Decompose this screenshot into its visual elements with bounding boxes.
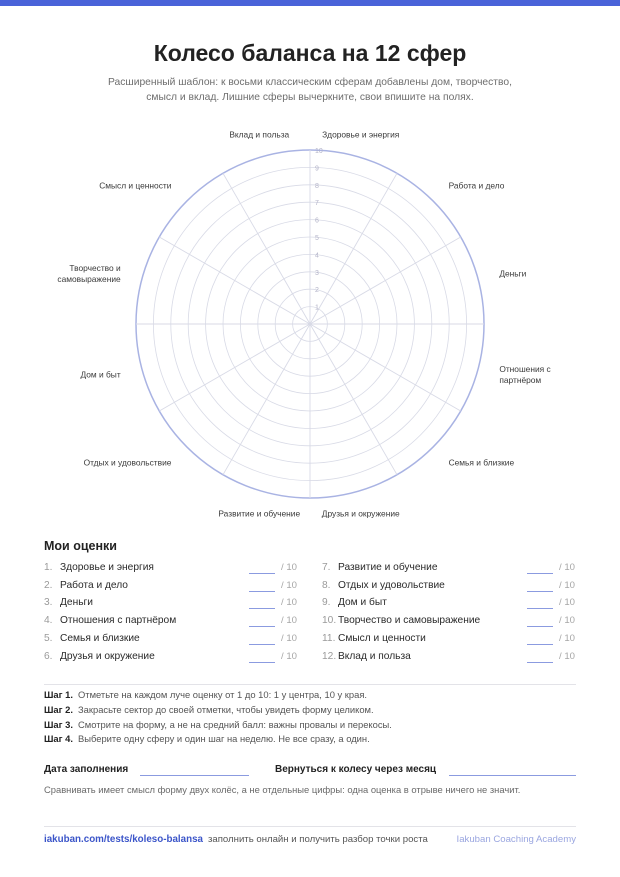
score-number: 10.	[322, 615, 337, 627]
score-row	[44, 597, 299, 612]
score-input-line[interactable]	[249, 608, 275, 609]
step-text: Закрасьте сектор до своей отметки, чтобы увидеть форму целиком.	[78, 703, 374, 715]
score-number: 7.	[322, 562, 331, 573]
score-number: 6.	[44, 650, 53, 662]
step-item	[44, 704, 374, 715]
score-number: 4.	[44, 615, 53, 627]
score-input-line[interactable]	[249, 626, 275, 627]
step-text: Выберите одну сферу и один шаг на неделю. Не все сразу, а один.	[78, 733, 370, 745]
score-sphere-name: Друзья и окружение	[60, 650, 155, 662]
score-max: / 10	[281, 650, 298, 662]
score-row	[322, 580, 577, 595]
score-sphere-name: Работа и дело	[60, 579, 128, 591]
score-number: 11.	[322, 632, 336, 644]
score-number: 5.	[44, 632, 53, 644]
score-sphere-name: Смысл и ценности	[338, 632, 426, 644]
sphere-label: Отдых и удовольствие	[83, 457, 172, 468]
step-label: Шаг 4.	[44, 733, 73, 745]
scale-tick: 9	[315, 165, 319, 173]
sphere-label: Деньги	[499, 268, 527, 279]
sphere-label: Работа и дело	[448, 180, 505, 191]
wheel-spoke	[159, 324, 310, 411]
scale-tick: 3	[315, 269, 319, 277]
score-row	[322, 562, 577, 577]
return-field-label: Вернуться к колесу через месяц	[275, 764, 437, 775]
comparison-note: Сравнивать имеет смысл форму двух колёс, а не отдельные цифры: одна оценка в отрыве ничего не значит.	[44, 784, 521, 795]
score-max: / 10	[559, 562, 576, 573]
scale-tick: 5	[315, 235, 319, 242]
score-sphere-name: Дом и быт	[338, 597, 387, 609]
score-row	[44, 651, 299, 666]
step-item	[44, 689, 367, 700]
date-field-label: Дата заполнения	[44, 764, 129, 775]
step-label: Шаг 1.	[44, 689, 73, 700]
score-row	[44, 580, 299, 595]
wheel-spoke	[223, 173, 310, 324]
score-input-line[interactable]	[527, 608, 553, 609]
score-input-line[interactable]	[527, 644, 553, 645]
score-max: / 10	[559, 579, 576, 591]
score-input-line[interactable]	[249, 662, 275, 663]
sphere-label: Здоровье и энергия	[322, 129, 400, 140]
score-max: / 10	[281, 562, 298, 573]
sphere-label: Дом и быт	[80, 369, 121, 380]
score-max: / 10	[559, 597, 576, 609]
score-number: 2.	[44, 579, 53, 591]
score-input-line[interactable]	[527, 573, 553, 574]
wheel-spoke	[223, 324, 310, 475]
score-row	[322, 633, 577, 648]
page-subtitle: Расширенный шаблон: к восьми классическим сферам добавлены дом, творчество, смысл и вклад. Лишние сферы вычеркните, свои впишите на полях.	[108, 77, 512, 103]
score-sphere-name: Развитие и обучение	[338, 562, 438, 573]
scale-tick: 6	[315, 217, 319, 225]
sphere-label: Семья и близкие	[448, 457, 515, 468]
score-sphere-name: Вклад и польза	[338, 650, 411, 662]
score-sphere-name: Отношения с партнёром	[60, 615, 177, 627]
score-max: / 10	[559, 632, 576, 644]
footer-brand: Iakuban Coaching Academy	[456, 834, 576, 845]
score-max: / 10	[559, 615, 576, 627]
scores-title: Мои оценки	[44, 539, 117, 553]
score-input-line[interactable]	[527, 662, 553, 663]
step-label: Шаг 3.	[44, 718, 73, 730]
step-text: Смотрите на форму, а не на средний балл: важны провалы и перекосы.	[78, 718, 392, 730]
scale-tick: 2	[315, 287, 319, 295]
score-number: 12.	[322, 650, 337, 662]
wheel-spoke	[310, 173, 397, 324]
wheel-spoke	[310, 237, 461, 324]
scale-tick: 1	[315, 304, 319, 312]
return-field-line[interactable]	[449, 775, 576, 776]
sphere-label: Отношения с партнёром	[499, 364, 551, 386]
score-sphere-name: Отдых и удовольствие	[338, 579, 445, 591]
step-item	[44, 719, 392, 730]
scale-tick: 7	[315, 200, 319, 208]
footer-link[interactable]: iakuban.com/tests/koleso-balansa	[44, 834, 203, 845]
date-field-line[interactable]	[140, 775, 249, 776]
score-row	[322, 597, 577, 612]
sphere-label: Друзья и окружение	[321, 508, 400, 519]
step-label: Шаг 2.	[44, 703, 73, 715]
scale-tick: 4	[315, 252, 319, 260]
score-number: 8.	[322, 579, 331, 591]
step-item	[44, 733, 370, 744]
score-sphere-name: Творчество и самовыражение	[338, 615, 481, 627]
score-row	[322, 651, 577, 666]
score-max: / 10	[281, 579, 298, 591]
score-max: / 10	[281, 615, 298, 627]
sphere-label: Вклад и польза	[229, 129, 290, 140]
score-number: 9.	[322, 597, 331, 609]
step-text: Отметьте на каждом луче оценку от 1 до 10: 1 у центра, 10 у края.	[78, 689, 368, 700]
wheel-spoke	[310, 324, 461, 411]
score-row	[44, 615, 299, 630]
wheel-spoke	[310, 324, 397, 475]
score-sphere-name: Деньги	[60, 597, 93, 609]
page-title: Колесо баланса на 12 сфер	[153, 40, 467, 66]
score-max: / 10	[281, 597, 298, 609]
score-max: / 10	[559, 650, 576, 662]
sphere-label: Развитие и обучение	[218, 508, 301, 519]
footer-divider	[44, 826, 576, 827]
score-row	[44, 562, 299, 577]
footer-text: заполнить онлайн и получить разбор точки роста	[208, 834, 428, 845]
score-input-line[interactable]	[249, 591, 275, 592]
sphere-label: Смысл и ценности	[99, 180, 172, 191]
score-number: 1.	[44, 562, 53, 573]
score-max: / 10	[281, 632, 298, 644]
score-sphere-name: Семья и близкие	[60, 632, 140, 644]
scale-tick: 10	[315, 148, 323, 155]
score-sphere-name: Здоровье и энергия	[60, 562, 154, 573]
scale-tick: 8	[315, 182, 319, 190]
score-row	[322, 615, 577, 630]
sphere-label: Творчество и самовыражение	[57, 262, 121, 284]
score-input-line[interactable]	[527, 626, 553, 627]
wheel-spoke	[159, 237, 310, 324]
score-number: 3.	[44, 597, 53, 609]
divider	[44, 684, 576, 685]
score-input-line[interactable]	[249, 644, 275, 645]
score-row	[44, 633, 299, 648]
score-input-line[interactable]	[527, 591, 553, 592]
score-input-line[interactable]	[249, 573, 275, 574]
